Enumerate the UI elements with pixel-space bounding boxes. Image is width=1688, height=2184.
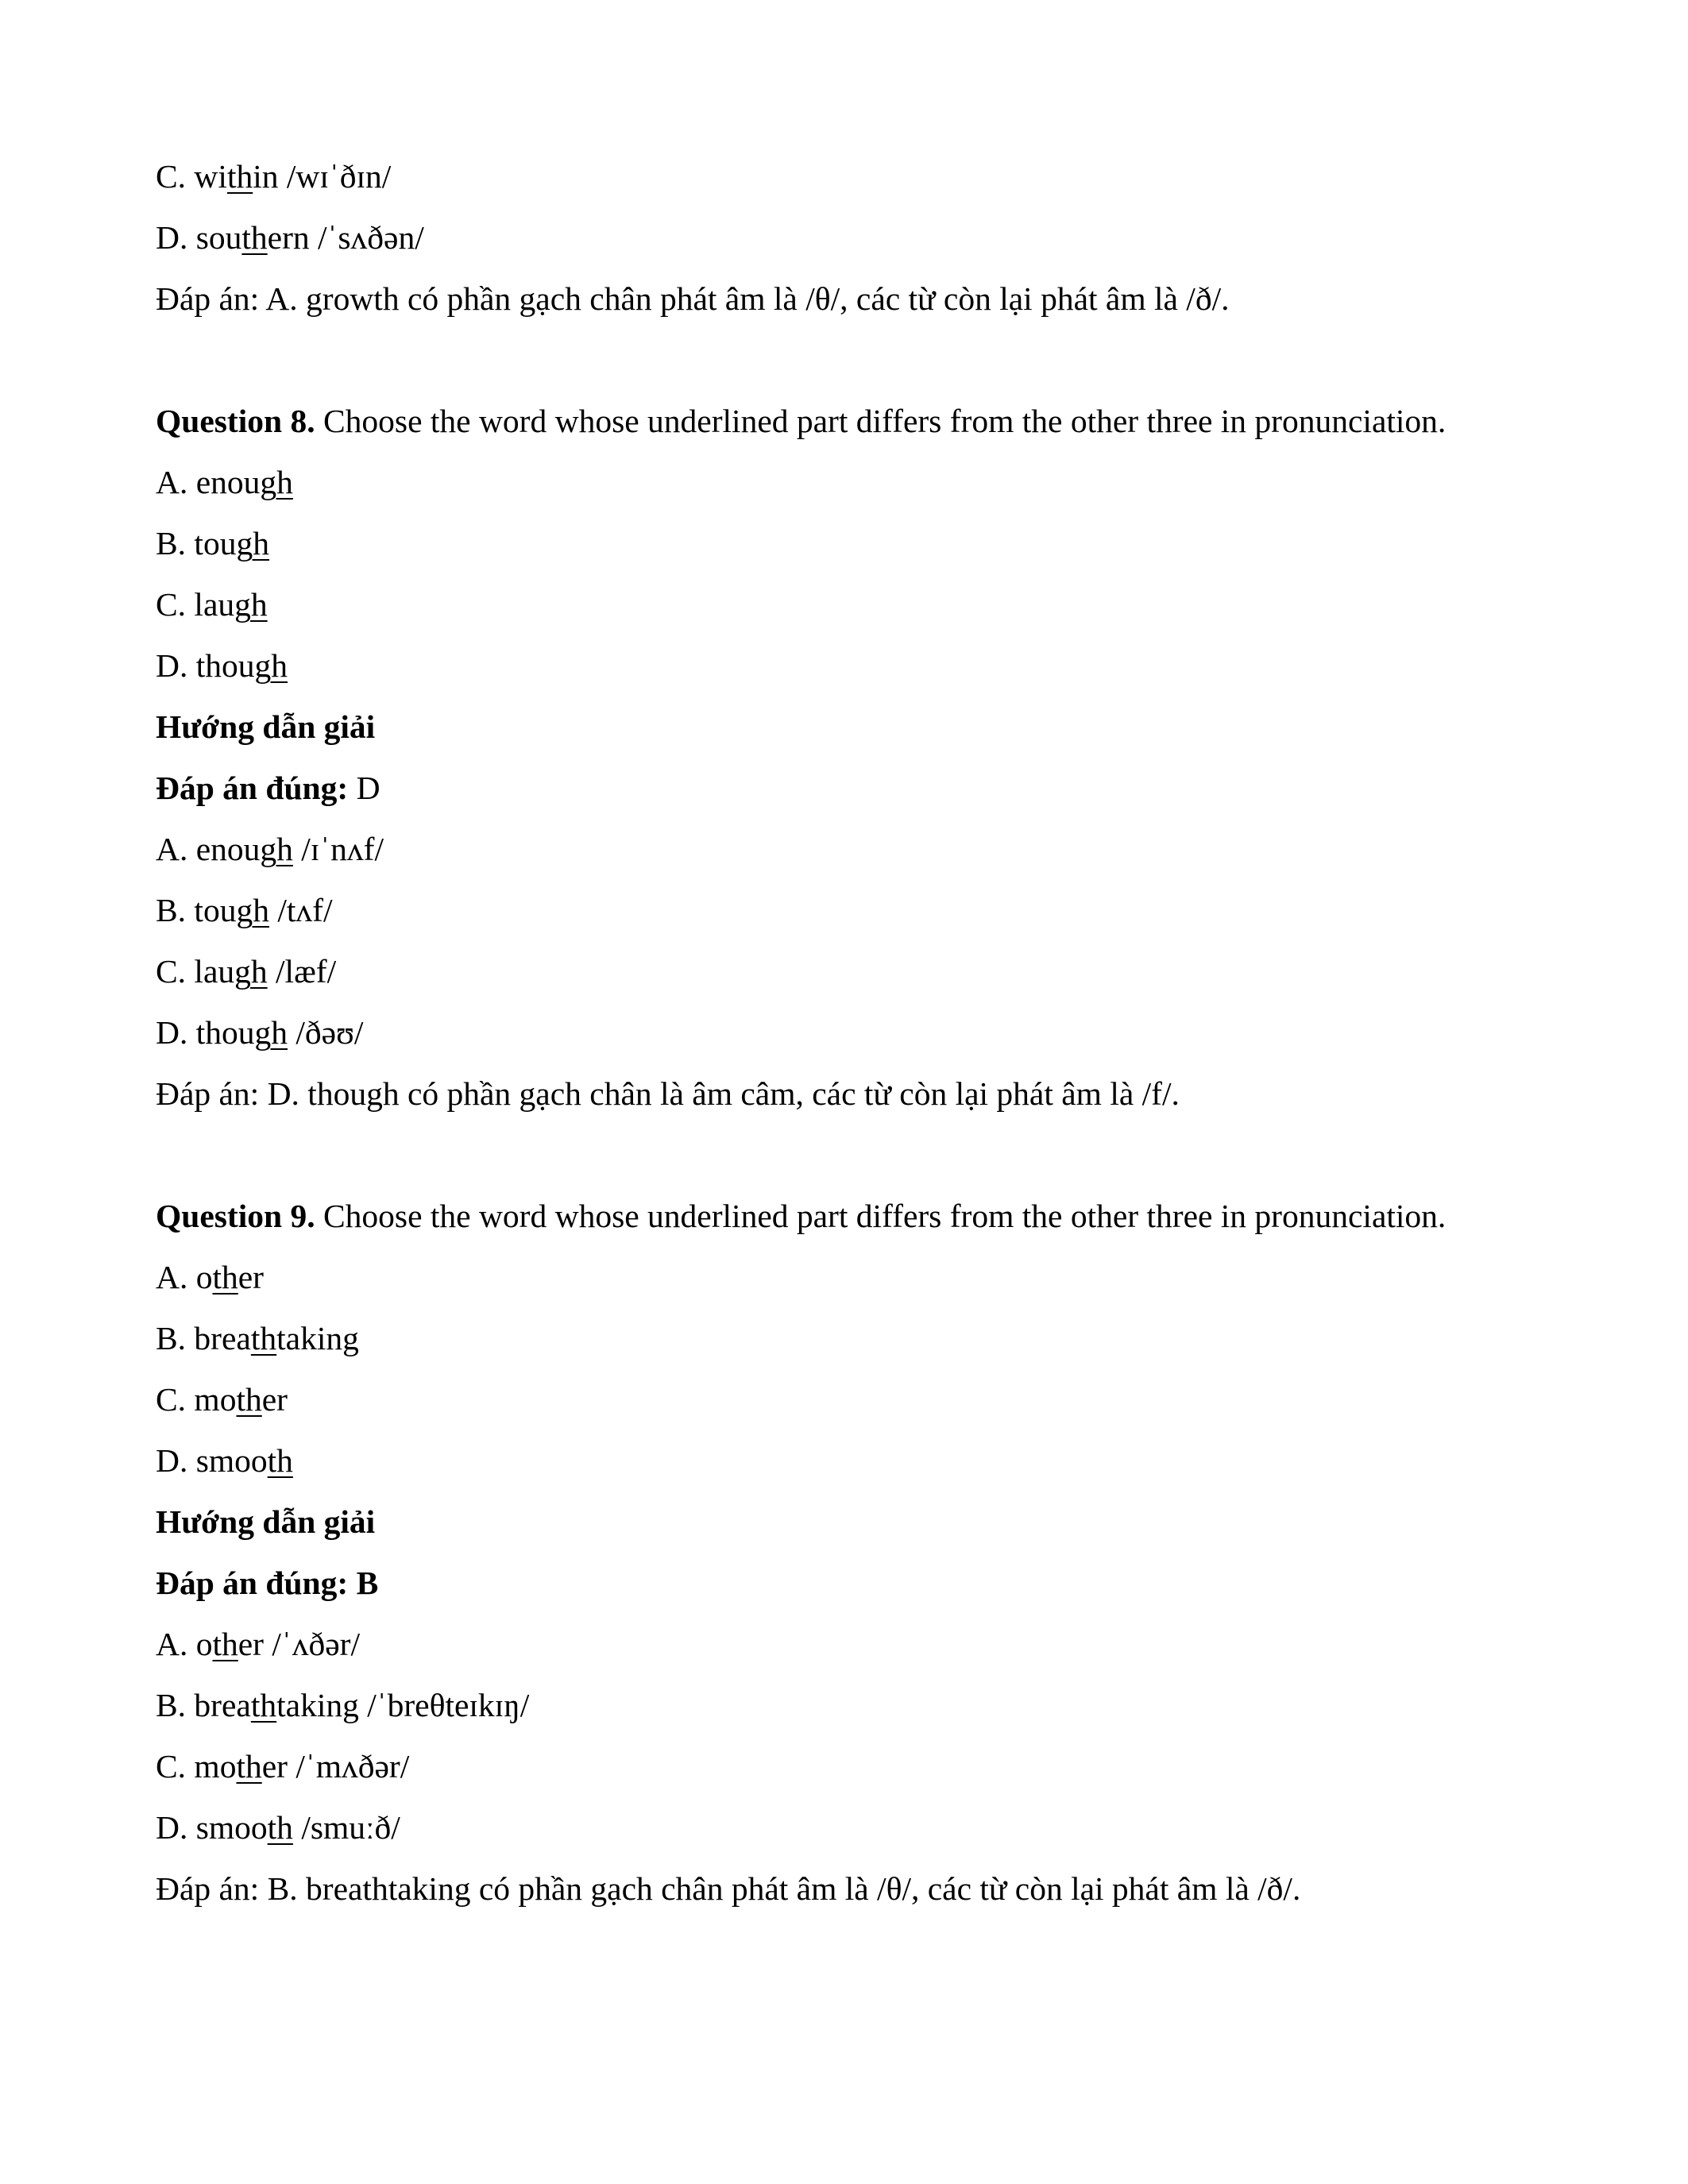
underlined-part: gh <box>236 892 269 928</box>
text-segment: /ðəʊ/ <box>288 1014 364 1051</box>
text-line <box>156 1553 1570 1614</box>
bold-text: Hướng dẫn giải <box>156 1503 376 1540</box>
text-segment: A. o <box>156 1259 213 1295</box>
text-segment: in /wɪˈðɪn/ <box>253 158 392 195</box>
text-line <box>156 635 1570 696</box>
text-segment: Choose the word whose underlined part differs from the other three in pronunciation. <box>315 1198 1447 1234</box>
underlined-part: gh <box>236 525 269 561</box>
underlined-part: gh <box>260 464 293 500</box>
underlined-part: th <box>241 219 268 256</box>
text-line <box>156 1858 1570 1920</box>
bold-text: Question 8. <box>156 403 315 439</box>
text-line <box>156 268 1570 330</box>
text-segment: D. smoo <box>156 1809 268 1846</box>
text-line <box>156 1614 1570 1675</box>
bold-text: Đáp án đúng: <box>156 770 349 806</box>
text-line <box>156 941 1570 1002</box>
text-segment: D <box>348 770 380 806</box>
text-line <box>156 1491 1570 1553</box>
underlined-part: th <box>267 1809 293 1846</box>
text-segment: D. smoo <box>156 1442 268 1479</box>
text-segment: /ɪˈnʌf/ <box>292 831 384 867</box>
text-line <box>156 391 1570 452</box>
text-segment: B. brea <box>156 1687 251 1723</box>
text-segment: A. enou <box>156 831 261 867</box>
text-line <box>156 1736 1570 1797</box>
text-segment: C. mo <box>156 1381 237 1418</box>
text-line <box>156 1002 1570 1063</box>
underlined-part: th <box>212 1626 238 1662</box>
text-line <box>156 1186 1570 1247</box>
text-segment: A. enou <box>156 464 261 500</box>
bold-text: Hướng dẫn giải <box>156 708 376 745</box>
text-segment: B. brea <box>156 1320 251 1356</box>
text-segment: B. tou <box>156 525 237 561</box>
underlined-part: th <box>236 1748 262 1785</box>
text-segment: Đáp án: B. breathtaking có phần gạch chân phát âm là /θ/, các từ còn lại phát âm là /ð/. <box>156 1870 1301 1907</box>
underlined-part: th <box>267 1442 293 1479</box>
underlined-part: th <box>250 1320 277 1356</box>
text-segment: C. mo <box>156 1748 237 1785</box>
text-line <box>156 452 1570 513</box>
underlined-part: th <box>226 158 253 195</box>
text-line <box>156 758 1570 819</box>
text-segment: /smuːð/ <box>292 1809 400 1846</box>
text-segment: B. tou <box>156 892 237 928</box>
text-line <box>156 1369 1570 1430</box>
underlined-part: gh <box>254 647 288 684</box>
text-segment: Đáp án: A. growth có phần gạch chân phát âm là /θ/, các từ còn lại phát âm là /ð/. <box>156 280 1230 317</box>
text-segment: ern /ˈsʌðən/ <box>267 219 424 256</box>
text-line <box>156 513 1570 574</box>
text-line <box>156 1063 1570 1125</box>
text-segment: C. lau <box>156 953 235 990</box>
text-line <box>156 1675 1570 1736</box>
text-segment: C. lau <box>156 586 235 623</box>
text-line <box>156 696 1570 758</box>
text-segment: taking /ˈbreθteɪkɪŋ/ <box>276 1687 530 1723</box>
text-segment: er /ˈʌðər/ <box>238 1626 360 1662</box>
text-line <box>156 1308 1570 1369</box>
underlined-part: gh <box>234 953 268 990</box>
text-segment: D. thou <box>156 1014 255 1051</box>
text-segment: er <box>238 1259 265 1295</box>
text-segment: Choose the word whose underlined part differs from the other three in pronunciation. <box>315 403 1447 439</box>
text-line <box>156 880 1570 941</box>
document-page <box>156 146 1570 1920</box>
underlined-part: th <box>236 1381 262 1418</box>
blank-line <box>156 330 1570 391</box>
text-line <box>156 574 1570 635</box>
text-line <box>156 146 1570 207</box>
underlined-part: gh <box>254 1014 288 1051</box>
bold-text: Question 9. <box>156 1198 315 1234</box>
text-segment: taking <box>276 1320 359 1356</box>
text-line <box>156 207 1570 268</box>
text-segment: er /ˈmʌðər/ <box>261 1748 410 1785</box>
text-segment: /læf/ <box>267 953 337 990</box>
text-segment: Đáp án: D. though có phần gạch chân là âm câm, các từ còn lại phát âm là /f/. <box>156 1075 1180 1112</box>
text-segment: er <box>261 1381 288 1418</box>
text-segment: D. sou <box>156 219 242 256</box>
underlined-part: gh <box>260 831 293 867</box>
underlined-part: th <box>212 1259 238 1295</box>
blank-line <box>156 1125 1570 1186</box>
text-line <box>156 1797 1570 1858</box>
text-line <box>156 1247 1570 1308</box>
text-segment: C. wi <box>156 158 227 195</box>
text-segment: A. o <box>156 1626 213 1662</box>
text-segment: D. thou <box>156 647 255 684</box>
text-line <box>156 1430 1570 1491</box>
underlined-part: th <box>250 1687 277 1723</box>
underlined-part: gh <box>234 586 268 623</box>
text-line <box>156 819 1570 880</box>
bold-text: Đáp án đúng: B <box>156 1565 379 1601</box>
text-segment: /tʌf/ <box>268 892 333 928</box>
